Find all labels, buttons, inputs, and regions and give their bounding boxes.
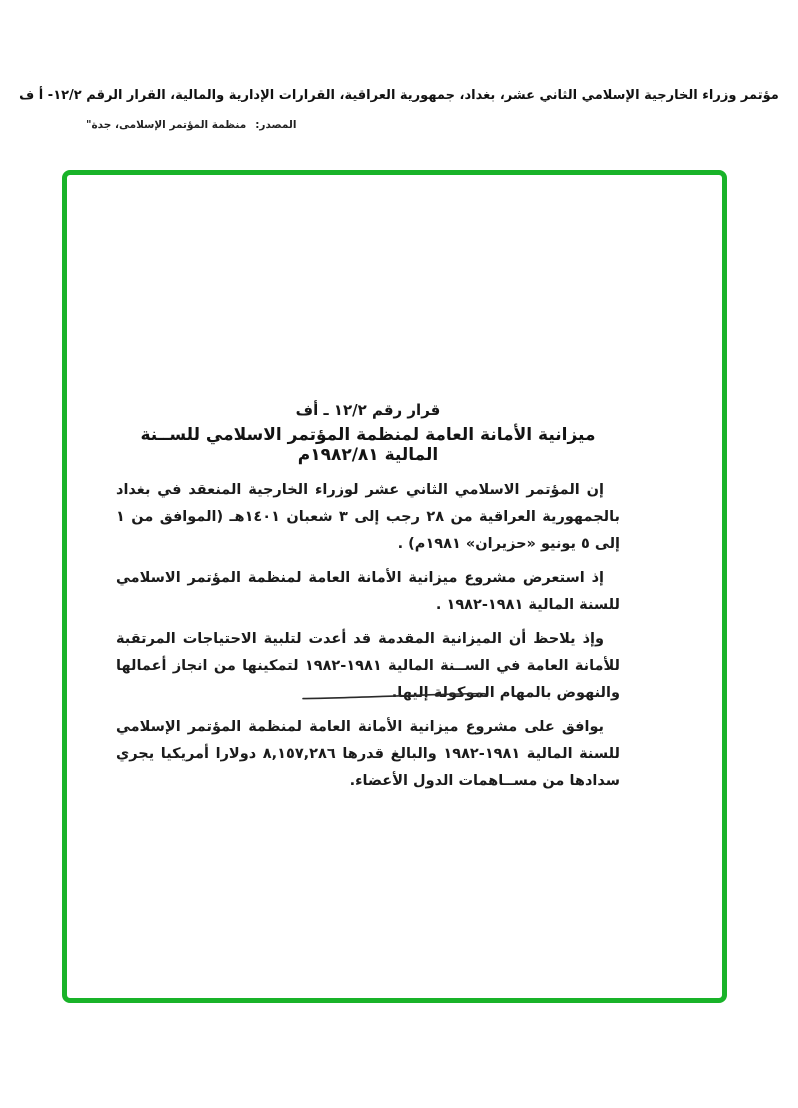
- paragraph-preamble: إن المؤتمر الاسلامي الثاني عشر لوزراء الخارجية المنعقد في بغداد بالجمهورية العراقية من ٢٨ رجب إلى ٣ شعبان ١٤٠١هـ (الموافق من ١ إلى ٥ يونيو «حزيران» ١٩٨١م) .: [116, 482, 620, 552]
- document-body: [116, 401, 620, 802]
- source-label: المصدر:: [255, 119, 297, 131]
- paragraph-approval: يوافق على مشروع ميزانية الأمانة العامة لمنظمة المؤتمر الإسلامي للسنة المالية ١٩٨١-١٩٨٢ والبالغ قدرها ٨,١٥٧,٢٨٦ دولارا أمريكيا يجري سدادها من مســاهمات الدول الأعضاء.: [116, 719, 620, 789]
- header-citation-line: مؤتمر وزراء الخارجية الإسلامي الثاني عشر، بغداد، جمهورية العراقية، القرارات الإدارية والمالية، القرار الرقم ١٢/٢- أ ف: [19, 88, 779, 103]
- resolution-number-title: قرار رقم ١٢/٢ ـ أف: [295, 401, 441, 419]
- green-scan-frame: [62, 170, 727, 1003]
- paragraph-review: إذ استعرض مشروع ميزانية الأمانة العامة لمنظمة المؤتمر الاسلامي للسنة المالية ١٩٨١-١٩٨٢ .: [116, 570, 620, 613]
- source-value: منظمة المؤتمر الإسلامى، جدة": [86, 119, 247, 131]
- paragraph-observation: وإذ يلاحظ أن الميزانية المقدمة قد أعدت لتلبية الاحتياجات المرتقبة للأمانة العامة في الســنة المالية ١٩٨١-١٩٨٢ لتمكينها من انجاز أعمالها والنهوض بالمهام الموكولة إليها.: [116, 631, 620, 701]
- resolution-subject-title: ميزانية الأمانة العامة لمنظمة المؤتمر الاسلامي للســنة المالية ١٩٨٢/٨١م: [140, 425, 596, 465]
- header-source-line: [86, 119, 296, 131]
- signature-divider-line: [300, 690, 492, 702]
